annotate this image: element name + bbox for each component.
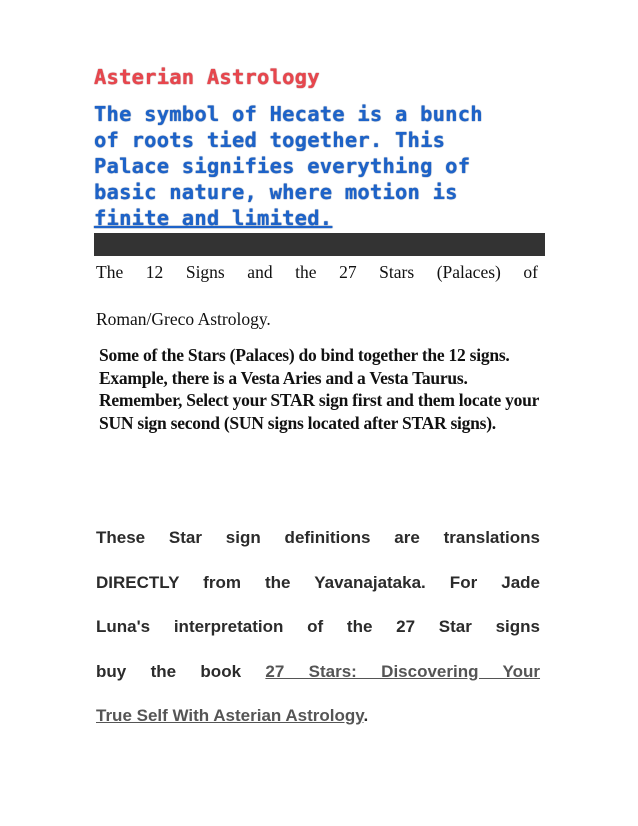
heading-line: basic nature, where motion is (94, 180, 458, 204)
heading-line: of roots tied together. This (94, 128, 446, 152)
translations-line: These Star sign definitions are translations (96, 528, 540, 547)
star-sign-note: Some of the Stars (Palaces) do bind together the 12 signs. Example, there is a Vesta Aries and a Vesta Taurus. Remember, Select your STAR sign first and them locate your SUN sign second (SUN signs located after STAR signs). (99, 345, 539, 433)
hecate-symbol-heading (94, 101, 544, 231)
translations-line: True Self With Asterian Astrology. (96, 706, 369, 725)
book-link-continued[interactable]: True Self With Asterian Astrology (96, 706, 364, 725)
page-title: Asterian Astrology (94, 65, 320, 89)
divider-bar (94, 233, 545, 256)
heading-line: The symbol of Hecate is a bunch (94, 102, 483, 126)
book-link[interactable]: 27 Stars: Discovering Your (265, 661, 541, 681)
intro-line-2: Roman/Greco Astrology. (96, 309, 271, 329)
intro-line-1: The 12 Signs and the 27 Stars (Palaces) of (96, 262, 538, 282)
heading-line: Palace signifies everything of (94, 154, 471, 178)
heading-line: finite and limited. (94, 206, 333, 230)
translations-paragraph (96, 516, 540, 739)
translations-line: Luna's interpretation of the 27 Star signs (96, 617, 540, 636)
translations-line: DIRECTLY from the Yavanajataka. For Jade (96, 572, 540, 592)
translations-line: buy the book 27 Stars: Discovering Your (96, 661, 541, 681)
